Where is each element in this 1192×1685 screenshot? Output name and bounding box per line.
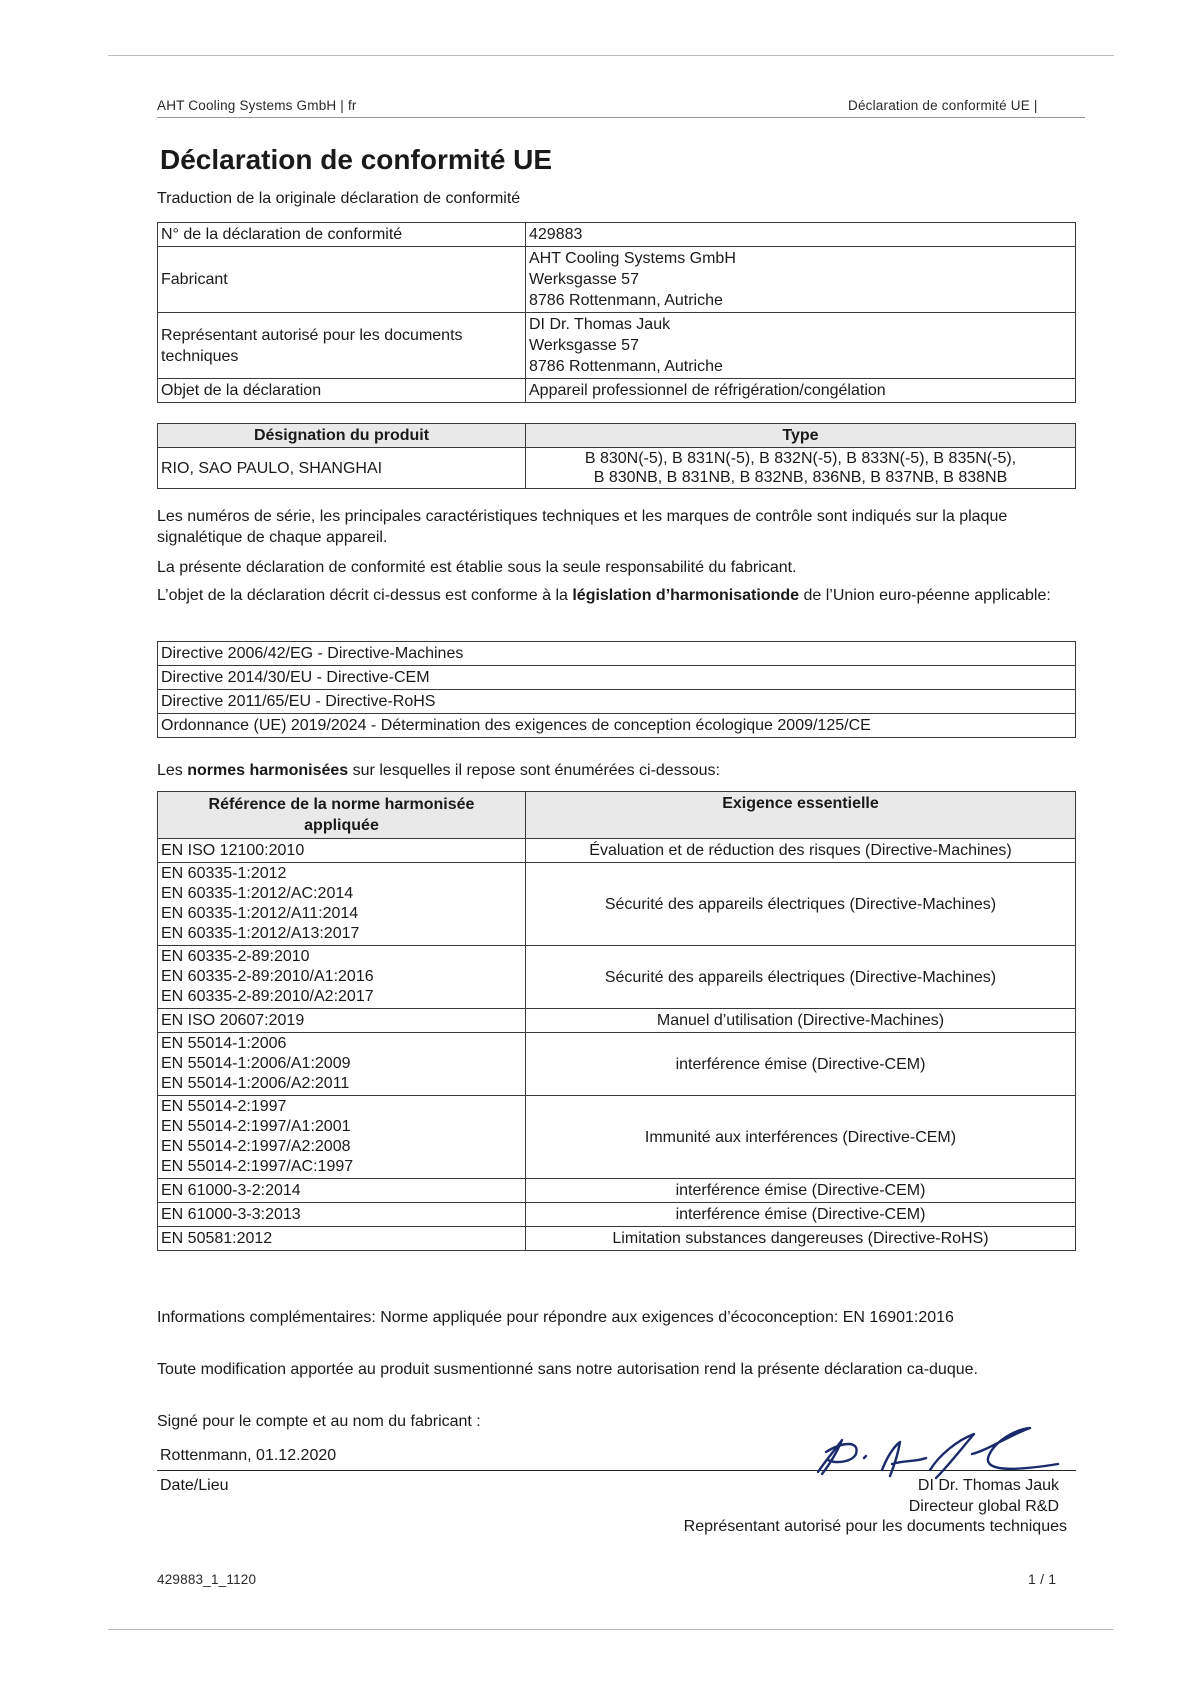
norm-reference: EN ISO 20607:2019 [161,1011,305,1029]
norm-references [158,1009,526,1033]
directive-item: Directive 2006/42/EG - Directive-Machines [158,642,1076,666]
essential-requirement: Limitation substances dangereuses (Directive-RoHS) [526,1227,1076,1251]
table-row [158,666,1076,690]
norm-reference: EN 55014-2:1997 [161,1098,287,1115]
product-designation-header: Désignation du produit [158,424,526,448]
norm-reference: EN 50581:2012 [161,1229,273,1247]
table-row [158,863,1076,946]
essential-requirement: Sécurité des appareils électriques (Directive-Machines) [526,863,1076,946]
norm-references [158,1096,526,1179]
object-value: Appareil professionnel de réfrigération/congélation [526,379,1076,403]
norm-references [158,863,526,946]
table-row [158,448,1076,489]
page-subtitle: Traduction de la originale déclaration de conformité [157,190,521,207]
responsibility-paragraph: La présente déclaration de conformité est établie sous la seule responsabilité du fabricant. [157,559,797,576]
serial-info-paragraph: Les numéros de série, les principales caractéristiques techniques et les marques de contrôle sont indiqués sur la plaque signalétique de chaque appareil. [157,508,1008,546]
additional-info-paragraph: Informations complémentaires: Norme appliquée pour répondre aux exigences d’écoconception: EN 16901:2016 [157,1309,954,1326]
table-row [158,1033,1076,1096]
norm-reference: EN 61000-3-2:2014 [161,1181,301,1199]
norm-reference: EN 60335-2-89:2010/A2:2017 [161,988,374,1005]
norm-references [158,946,526,1009]
footer-page-number: 1 / 1 [1028,1571,1057,1587]
header-rule [157,117,1085,118]
directive-item: Directive 2014/30/EU - Directive-CEM [158,666,1076,690]
representative-street: Werksgasse 57 [529,337,639,354]
signature-place-date: Rottenmann, 01.12.2020 [160,1447,337,1464]
signer-role: Directeur global R&D [908,1498,1059,1515]
norm-reference: EN 55014-1:2006/A2:2011 [161,1075,350,1092]
signer-name: DI Dr. Thomas Jauk [917,1477,1059,1494]
signed-on-behalf-paragraph: Signé pour le compte et au nom du fabricant : [157,1413,481,1430]
table-row [158,1227,1076,1251]
table-row [158,1096,1076,1179]
date-place-label: Date/Lieu [160,1477,229,1494]
essential-requirement: interférence émise (Directive-CEM) [526,1179,1076,1203]
norm-reference: EN 60335-2-89:2010 [161,948,310,965]
norm-reference-header: Référence de la norme harmonisée appliquée [158,792,526,839]
product-table [157,423,1076,489]
norms-intro-end: sur lesquelles il repose sont énumérées ci-dessous: [348,762,720,779]
norm-reference: EN 60335-1:2012/A13:2017 [161,925,360,942]
representative-city: 8786 Rottenmann, Autriche [529,358,723,375]
declaration-number: 429883 [526,223,1076,247]
signer-role-2: Représentant autorisé pour les documents techniques [683,1518,1067,1535]
manufacturer-label: Fabricant [158,247,526,313]
norm-reference: EN 61000-3-3:2013 [161,1205,301,1223]
declaration-number-label: N° de la déclaration de conformité [158,223,526,247]
norm-reference: EN 55014-2:1997/A2:2008 [161,1138,351,1155]
table-row [158,1009,1076,1033]
norms-table-body [158,839,1076,1251]
directive-item: Ordonnance (UE) 2019/2024 - Détermination des exigences de conception écologique 2009/125/CE [158,714,1076,738]
header-company: AHT Cooling Systems GmbH | fr [157,98,357,113]
norm-references [158,839,526,863]
norm-reference: EN 55014-2:1997/AC:1997 [161,1158,354,1175]
footer-document-id: 429883_1_1120 [157,1572,257,1587]
essential-requirement: interférence émise (Directive-CEM) [526,1033,1076,1096]
header-doc-title: Déclaration de conformité UE | [848,98,1038,113]
conformity-text-end: de l’Union euro-péenne applicable: [799,587,1051,604]
norm-references [158,1203,526,1227]
essential-requirement: Manuel d’utilisation (Directive-Machines) [526,1009,1076,1033]
conformity-text-start: L’objet de la déclaration décrit ci-dessus est conforme à la [157,587,573,604]
info-table [157,222,1076,403]
top-border [108,55,1114,56]
norm-reference: EN 60335-1:2012 [161,865,287,882]
table-row [158,379,1076,403]
table-header-row [158,424,1076,448]
conformity-text-bold: législation d’harmonisationde [572,587,800,604]
table-row [158,839,1076,863]
product-designation: RIO, SAO PAULO, SHANGHAI [158,448,526,489]
bottom-border [108,1629,1114,1630]
norm-references [158,1227,526,1251]
manufacturer-name: AHT Cooling Systems GmbH [529,250,736,267]
product-types [526,448,1076,489]
modification-paragraph: Toute modification apportée au produit susmentionné sans notre autorisation rend la présente déclaration ca-duque. [157,1361,978,1378]
norm-reference: EN 55014-2:1997/A1:2001 [161,1118,351,1135]
essential-requirement: Immunité aux interférences (Directive-CEM) [526,1096,1076,1179]
essential-requirement-header: Exigence essentielle [526,792,1076,839]
table-row [158,1203,1076,1227]
table-row [158,946,1076,1009]
table-row [158,642,1076,666]
table-row [158,714,1076,738]
table-row [158,313,1076,379]
product-types-line: B 830NB, B 831NB, B 832NB, 836NB, B 837NB, B 838NB [593,469,1008,486]
table-header-row [158,792,1076,839]
norm-reference: EN 60335-1:2012/AC:2014 [161,885,354,902]
product-types-line: B 830N(-5), B 831N(-5), B 832N(-5), B 833N(-5), B 835N(-5), [584,450,1017,467]
essential-requirement: interférence émise (Directive-CEM) [526,1203,1076,1227]
essential-requirement: Sécurité des appareils électriques (Directive-Machines) [526,946,1076,1009]
table-row [158,1179,1076,1203]
table-row [158,690,1076,714]
norm-reference: EN 55014-1:2006 [161,1035,287,1052]
norm-references [158,1033,526,1096]
norms-table [157,791,1076,1251]
norm-references [158,1179,526,1203]
object-label: Objet de la déclaration [158,379,526,403]
table-row [158,223,1076,247]
norms-intro-bold: normes harmonisées [187,762,349,779]
norm-reference: EN ISO 12100:2010 [161,841,305,859]
norm-reference: EN 60335-1:2012/A11:2014 [161,905,359,922]
representative-name: DI Dr. Thomas Jauk [529,316,671,333]
representative-address [526,313,1076,379]
manufacturer-street: Werksgasse 57 [529,271,639,288]
type-header: Type [526,424,1076,448]
norm-reference: EN 60335-2-89:2010/A1:2016 [161,968,374,985]
handwritten-signature [812,1420,1072,1482]
page-title: Déclaration de conformité UE [160,144,553,175]
norm-reference: EN 55014-1:2006/A1:2009 [161,1055,351,1072]
representative-label-line: techniques [161,347,239,365]
norms-intro-paragraph [157,760,1077,781]
manufacturer-address [526,247,1076,313]
representative-label [158,313,526,379]
table-row [158,247,1076,313]
directives-table [157,641,1076,738]
norms-intro-start: Les [157,762,188,779]
manufacturer-city: 8786 Rottenmann, Autriche [529,292,723,309]
essential-requirement: Évaluation et de réduction des risques (Directive-Machines) [526,839,1076,863]
representative-label-line: Représentant autorisé pour les documents [161,326,463,344]
conformity-paragraph [157,585,1077,606]
directive-item: Directive 2011/65/EU - Directive-RoHS [158,690,1076,714]
